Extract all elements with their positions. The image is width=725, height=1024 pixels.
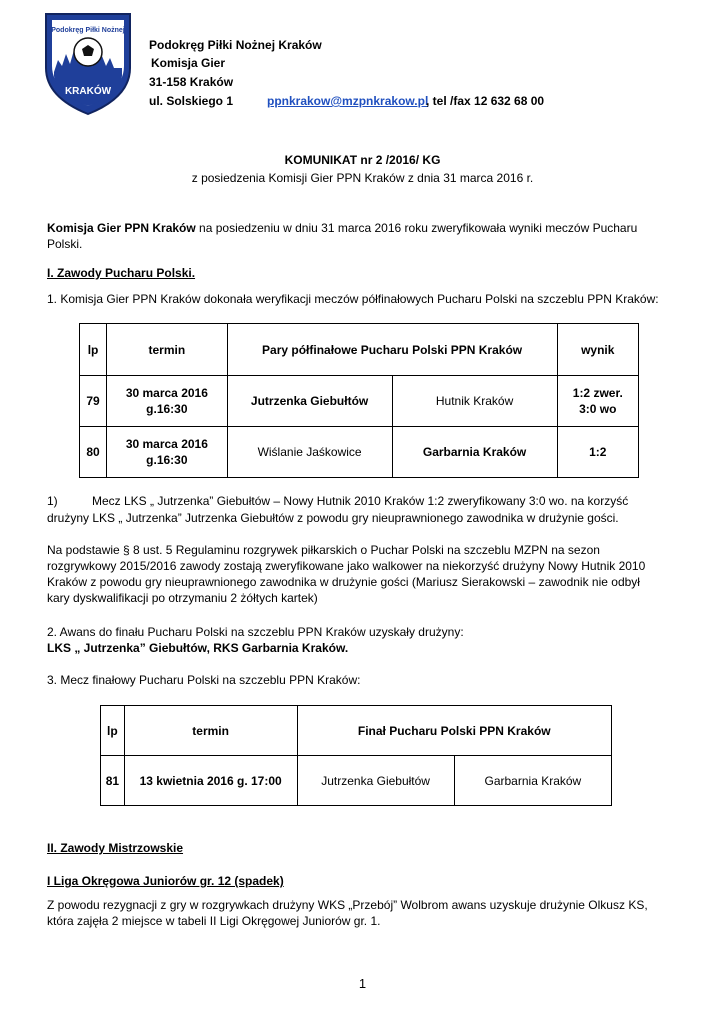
row-home-team: Jutrzenka Giebułtów [297,756,454,806]
row-away-team: Garbarnia Kraków [392,427,557,478]
section-1-point-2: 2. Awans do finału Pucharu Polski na szczeblu PPN Kraków uzyskały drużyny: [47,625,464,639]
note-1-line-2: drużyny LKS „ Jutrzenka” Jutrzenka Giebułtów z powodu gry nieuprawnionego zawodnika w drużynie gości. [47,511,619,525]
note-2-line-3: Kraków z powodu gry nieuprawnionego zawodnika w drużynie gości (Mariusz Sierakowski – zawodnik nie odbył [47,575,640,589]
section-2-para-line-1: Z powodu rezygnacji z gry w rozgrywkach drużyny WKS „Przebój” Wolbrom awans uzyskuje drużynie Olkusz KS, [47,898,648,912]
note-2-line-1: Na podstawie § 8 ust. 5 Regulaminu rozgrywek piłkarskich o Puchar Polski na szczeblu MZPN na sezon [47,543,600,557]
header-termin: termin [124,706,297,756]
communique-subtitle: z posiedzenia Komisji Gier PPN Kraków z dnia 31 marca 2016 r. [191,171,534,185]
note-1-number: 1) [47,494,58,508]
final-table [100,705,612,806]
row-lp: 80 [80,427,107,478]
table-row [101,756,612,806]
header-result: wynik [557,324,638,376]
header-pairs: Pary półfinałowe Pucharu Polski PPN Kraków [227,324,557,376]
table-row [80,427,639,478]
header-line-1: Podokręg Piłki Nożnej Kraków [149,38,322,52]
row-lp: 81 [101,756,125,806]
semifinal-table [79,323,639,478]
section-1-heading: I. Zawody Pucharu Polski. [47,266,196,280]
header-email-link[interactable]: ppnkrakow@mzpnkrakow.pl [267,94,429,108]
row-result: 1:2 zwer. 3:0 wo [557,376,638,427]
row-date: 13 kwietnia 2016 g. 17:00 [124,756,297,806]
communique-title: KOMUNIKAT nr 2 /2016/ KG [284,153,441,167]
header-address: ul. Solskiego 1 [149,94,234,108]
section-2-para-line-2: która zajęła 2 miejsce w tabeli II Ligi Okręgowej Juniorów gr. 1. [47,914,381,928]
note-2-line-2: rozgrywkowy 2015/2016 zawody zostają zweryfikowane jako walkower na niekorzyść drużyny Nowy Hutnik 2010 [47,559,646,573]
section-1-point-2-teams: LKS „ Jutrzenka” Giebułtów, RKS Garbarnia Kraków. [47,641,349,655]
note-1-line-1: Mecz LKS „ Jutrzenka” Giebułtów – Nowy Hutnik 2010 Kraków 1:2 zweryfikowany 3:0 wo. na korzyść [92,494,629,508]
section-2-subheading: I Liga Okręgowa Juniorów gr. 12 (spadek) [47,874,284,888]
row-lp: 79 [80,376,107,427]
row-home-team: Jutrzenka Giebułtów [227,376,392,427]
header-line-2: Komisja Gier [151,56,226,70]
intro-text-2: Polski. [47,237,83,251]
header-phone: , tel /fax 12 632 68 00 [426,94,545,108]
table-header-row [80,324,639,376]
intro-bold: Komisja Gier PPN Kraków [47,221,196,235]
header-termin: termin [107,324,227,376]
header-final: Finał Pucharu Polski PPN Kraków [297,706,611,756]
row-date: 30 marca 2016 g.16:30 [107,376,227,427]
section-1-point-3: 3. Mecz finałowy Pucharu Polski na szczeblu PPN Kraków: [47,673,361,687]
logo-top-text: Podokręg Piłki Nożnej [51,27,125,34]
organization-logo [42,10,134,116]
row-home-team: Wiślanie Jaśkowice [227,427,392,478]
logo-bottom-text: KRAKÓW [64,86,112,97]
row-date: 30 marca 2016 g.16:30 [107,427,227,478]
table-row [80,376,639,427]
row-away-team: Garbarnia Kraków [454,756,611,806]
section-1-point-1: 1. Komisja Gier PPN Kraków dokonała weryfikacji meczów półfinałowych Pucharu Polski na szczeblu PPN Kraków: [47,292,659,306]
note-2-line-4: kary dyskwalifikacji po otrzymaniu 2 żółtych kartek) [47,591,318,605]
section-2-heading: II. Zawody Mistrzowskie [47,841,184,855]
table-header-row [101,706,612,756]
row-away-team: Hutnik Kraków [392,376,557,427]
row-result: 1:2 [557,427,638,478]
intro-text-1: na posiedzeniu w dniu 31 marca 2016 roku zweryfikowała wyniki meczów Pucharu [195,221,638,235]
header-lp: lp [101,706,125,756]
header-line-3: 31-158 Kraków [149,75,234,89]
intro-paragraph [47,220,671,236]
header-lp: lp [80,324,107,376]
page-number: 1 [358,976,367,991]
